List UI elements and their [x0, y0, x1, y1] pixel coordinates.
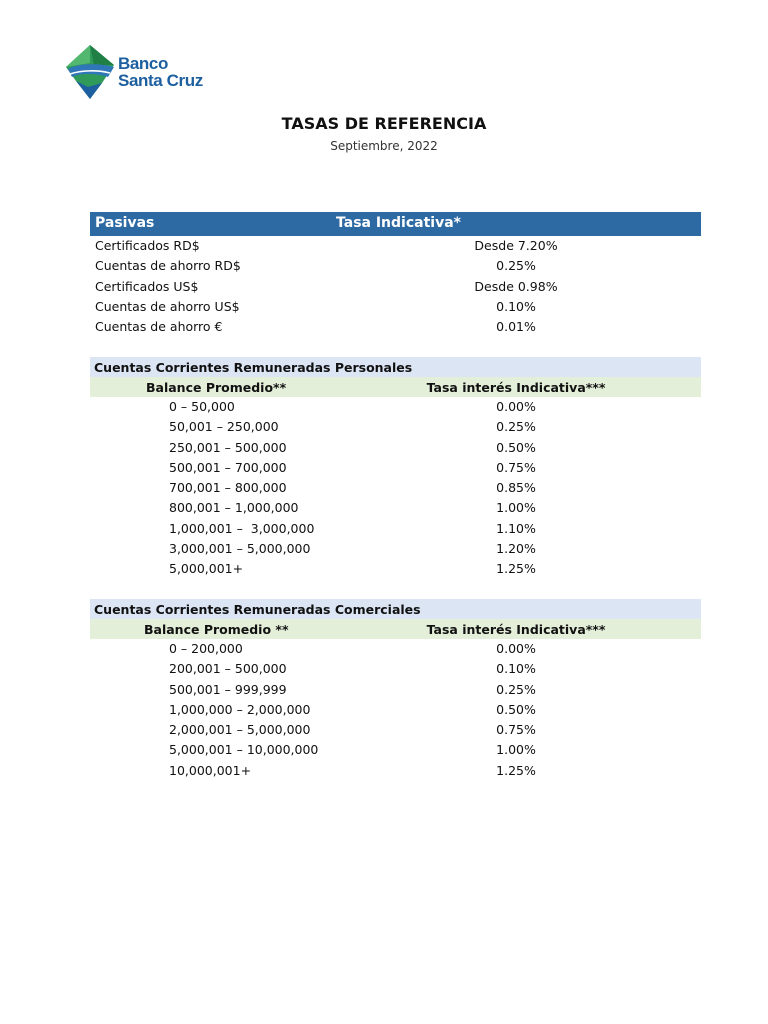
comerciales-row [90, 680, 701, 700]
personales-row [90, 539, 701, 559]
pasivas-row [90, 277, 701, 297]
personales-row-label: 5,000,001+ [169, 561, 244, 577]
banco-santa-cruz-logo [64, 43, 116, 101]
comerciales-row-rate: 0.00% [496, 641, 536, 656]
personales-col2-header: Tasa interés Indicativa*** [426, 380, 606, 395]
comerciales-row-rate: 0.25% [496, 681, 536, 697]
personales-row-label: 800,001 – 1,000,000 [169, 500, 299, 516]
personales-header [90, 377, 701, 397]
personales-row [90, 498, 701, 518]
comerciales-header [90, 619, 701, 639]
pasivas-row-label: Certificados US$ [95, 278, 199, 294]
comerciales-row [90, 761, 701, 781]
personales-row-label: 50,001 – 250,000 [169, 419, 279, 435]
personales-row-label: 700,001 – 800,000 [169, 480, 287, 496]
pasivas-row-label: Certificados RD$ [95, 238, 200, 253]
comerciales-row-rate: 1.00% [496, 742, 536, 758]
comerciales-row-rate: 0.50% [496, 701, 536, 717]
pasivas-row-label: Cuentas de ahorro € [95, 319, 223, 335]
comerciales-row-rate: 0.10% [496, 661, 536, 677]
pasivas-row-rate: 0.10% [496, 298, 536, 314]
personales-row [90, 559, 701, 579]
comerciales-col2-header: Tasa interés Indicativa*** [426, 622, 606, 637]
pasivas-row [90, 297, 701, 317]
comerciales-row [90, 740, 701, 760]
comerciales-row-rate: 1.25% [496, 762, 536, 778]
personales-row-label: 500,001 – 700,000 [169, 459, 287, 475]
personales-row-label: 1,000,001 – 3,000,000 [169, 520, 315, 536]
pasivas-rows [90, 236, 701, 337]
comerciales-row-label: 2,000,001 – 5,000,000 [169, 722, 311, 738]
comerciales-col1-header: Balance Promedio ** [144, 622, 289, 637]
personales-row-rate: 0.75% [496, 459, 536, 475]
personales-row [90, 397, 701, 417]
pasivas-row-rate: Desde 0.98% [474, 278, 558, 294]
personales-row [90, 519, 701, 539]
comerciales-row-label: 5,000,001 – 10,000,000 [169, 742, 319, 758]
pasivas-row-label: Cuentas de ahorro US$ [95, 298, 240, 314]
pasivas-row-rate: 0.01% [496, 319, 536, 335]
brand-logo [64, 42, 224, 102]
page-title: TASAS DE REFERENCIA [281, 114, 487, 133]
comerciales-row [90, 659, 701, 679]
pasivas-row-rate: 0.25% [496, 258, 536, 274]
comerciales-table [90, 599, 701, 781]
pasivas-col2-header: Tasa Indicativa* [336, 215, 461, 231]
pasivas-table [90, 212, 701, 337]
personales-row-rate: 1.10% [496, 520, 536, 536]
personales-row-rate: 0.85% [496, 480, 536, 496]
personales-row-rate: 1.20% [496, 541, 536, 557]
personales-row [90, 438, 701, 458]
pasivas-row-rate: Desde 7.20% [474, 238, 558, 253]
personales-row-rate: 0.50% [496, 439, 536, 455]
brand-name-line1: Banco [118, 54, 168, 73]
personales-rows [90, 397, 701, 580]
comerciales-row-label: 500,001 – 999,999 [169, 681, 287, 697]
pasivas-row [90, 236, 701, 256]
personales-row [90, 458, 701, 478]
comerciales-row-label: 0 – 200,000 [169, 641, 243, 656]
pasivas-row [90, 317, 701, 337]
pasivas-row [90, 256, 701, 276]
personales-row-label: 0 – 50,000 [169, 399, 235, 414]
personales-row-rate: 1.25% [496, 561, 536, 577]
personales-row [90, 417, 701, 437]
personales-title-text: Cuentas Corrientes Remuneradas Personales [94, 360, 413, 375]
personales-title [90, 357, 701, 377]
comerciales-row-label: 1,000,000 – 2,000,000 [169, 701, 311, 717]
comerciales-row-rate: 0.75% [496, 722, 536, 738]
personales-row-rate: 0.00% [496, 399, 536, 414]
pasivas-header [90, 212, 701, 236]
comerciales-row-label: 200,001 – 500,000 [169, 661, 287, 677]
comerciales-rows [90, 639, 701, 781]
personales-row-rate: 0.25% [496, 419, 536, 435]
comerciales-row [90, 639, 701, 659]
pasivas-row-label: Cuentas de ahorro RD$ [95, 258, 241, 274]
page-subtitle: Septiembre, 2022 [330, 139, 438, 153]
comerciales-row [90, 720, 701, 740]
comerciales-title-text: Cuentas Corrientes Remuneradas Comerciales [94, 602, 421, 617]
personales-table [90, 357, 701, 580]
personales-row-label: 3,000,001 – 5,000,000 [169, 541, 311, 557]
brand-name-line2: Santa Cruz [118, 71, 203, 90]
comerciales-row [90, 700, 701, 720]
personales-row-label: 250,001 – 500,000 [169, 439, 287, 455]
personales-row [90, 478, 701, 498]
personales-row-rate: 1.00% [496, 500, 536, 516]
personales-col1-header: Balance Promedio** [146, 380, 287, 395]
comerciales-title [90, 599, 701, 619]
pasivas-col1-header: Pasivas [95, 215, 155, 231]
comerciales-row-label: 10,000,001+ [169, 762, 252, 778]
